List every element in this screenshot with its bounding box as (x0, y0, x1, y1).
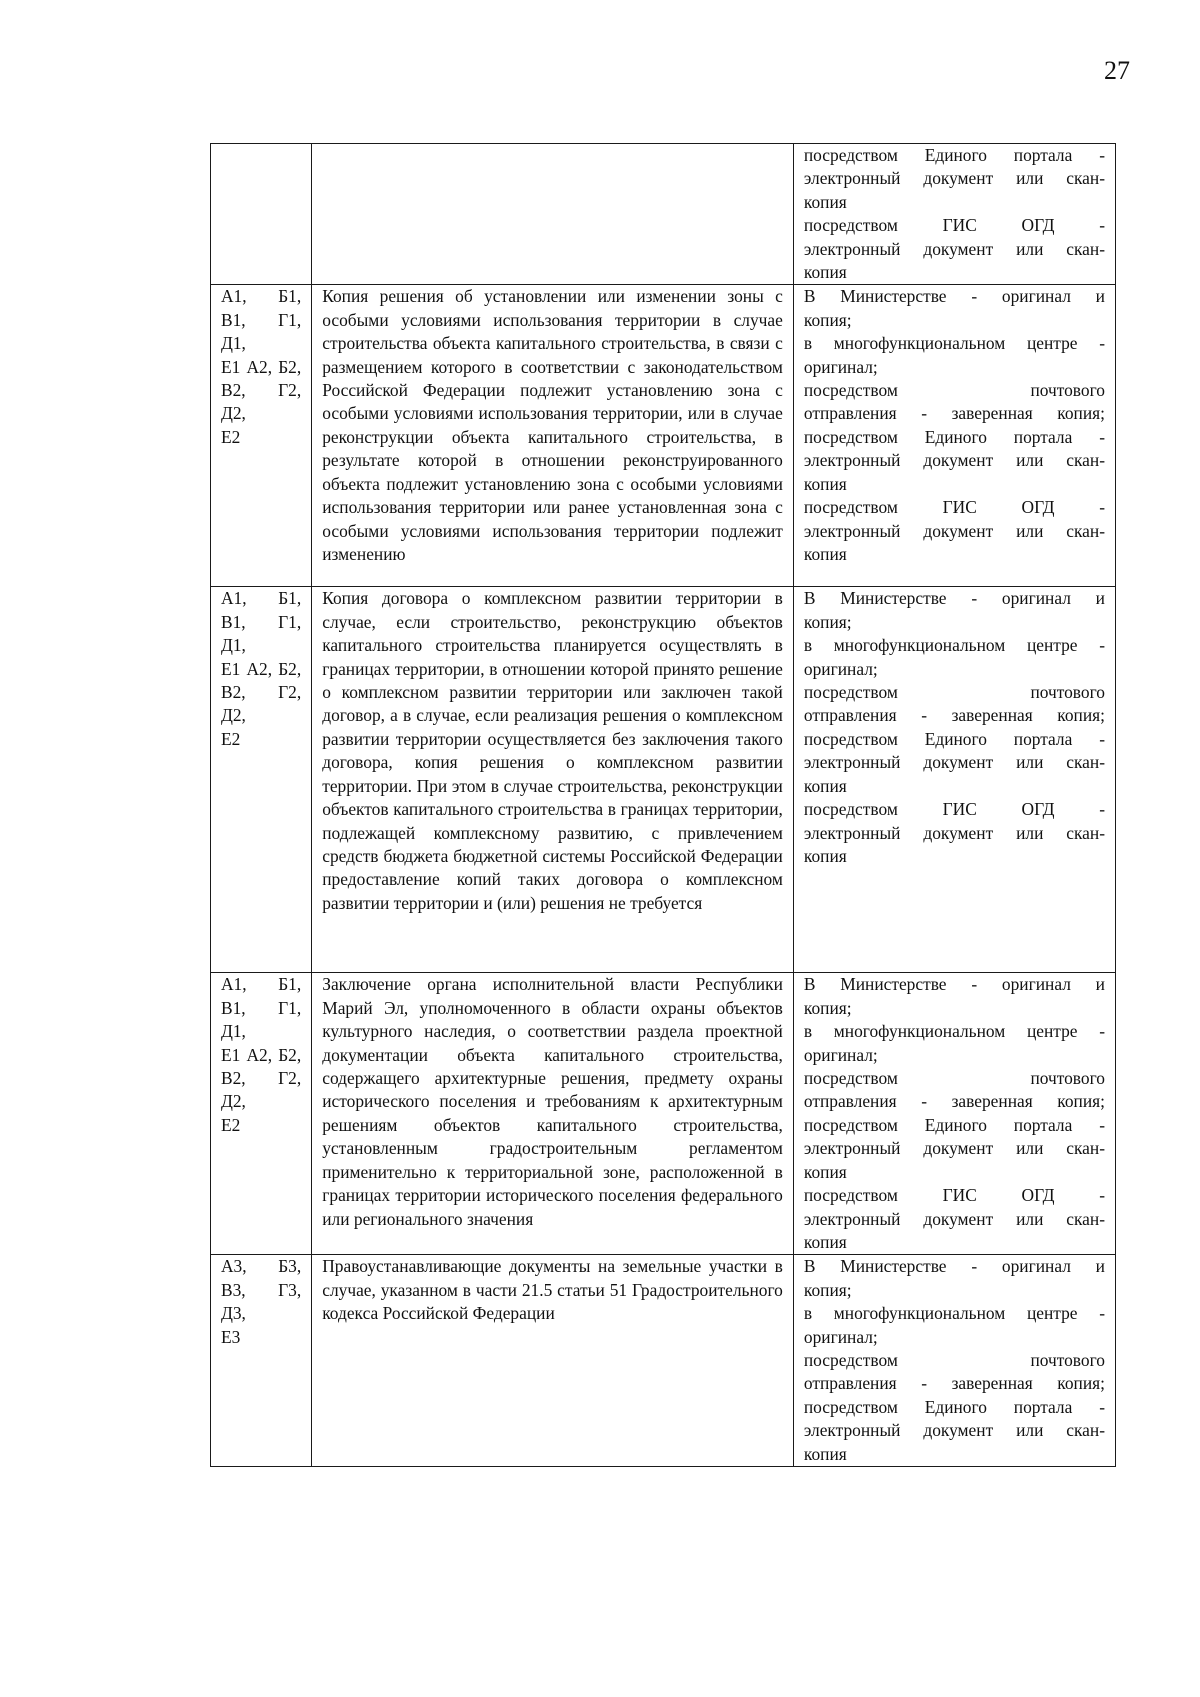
submission-method-line: посредством ГИС ОГД - (803, 799, 1105, 820)
document-description: Копия договора о комплексном развитии территории в случае, если строительство, реконструкцию объектов капитального строительства планируется осуществлять в границах территории, в отношении которой принято решение о комплексном развитии территории или заключен такой договор, а в случае, если реализация решения о комплексном развитии территории осуществляется без заключения такого договора, копия решения о комплексном развитии территории. При этом в случае строительства, реконструкции объектов капитального строительства в границах территории, подлежащей комплексному развитию, с привлечением средств бюджета бюджетной системы Российской Федерации предоставление копий таких договора о комплексном развитии территории и (или) решения не требуется (322, 588, 783, 913)
submission-method-line: электронный документ или скан- (803, 1420, 1105, 1441)
submission-method-line: посредством почтового (803, 1068, 1105, 1089)
applicant-code-line: Е2 (221, 728, 241, 749)
submission-method-line: посредством Единого портала - (803, 728, 1105, 749)
document-description-cell (312, 587, 794, 973)
table-row (211, 587, 1116, 973)
submission-method-line: посредством Единого портала - (803, 426, 1105, 447)
applicant-code-line: Е1 А2, Б2, (221, 1044, 302, 1065)
table-row (211, 973, 1116, 1255)
submission-method-line: в многофункциональном центре - (803, 635, 1105, 656)
table-row (211, 1255, 1116, 1467)
submission-method-line: копия (803, 1161, 847, 1182)
document-description-cell (312, 1255, 794, 1467)
submission-method-line: электронный документ или скан- (803, 168, 1105, 189)
submission-method-line: В Министерстве - оригинал и (803, 588, 1105, 609)
applicant-code-line: В3, Г3, Д3, (221, 1279, 302, 1324)
applicant-code-line: Е2 (221, 426, 241, 447)
submission-method-line: в многофункциональном центре - (803, 333, 1105, 354)
applicant-code-line: А1, Б1, (221, 974, 302, 995)
submission-method-line: отправления - заверенная копия; (803, 1373, 1105, 1394)
applicant-codes-cell (211, 587, 312, 973)
documents-table (210, 143, 1116, 1467)
submission-method-line: оригинал; (803, 658, 878, 679)
submission-method-line: посредством ГИС ОГД - (803, 497, 1105, 518)
submission-method-line: копия (803, 262, 847, 283)
applicant-code-line: А3, Б3, (221, 1256, 302, 1277)
submission-method-line: копия (803, 473, 847, 494)
submission-method-line: отправления - заверенная копия; (803, 1091, 1105, 1112)
applicant-code-line: В2, Г2, Д2, (221, 682, 302, 726)
submission-method-line: копия; (803, 611, 852, 632)
applicant-codes-cell (211, 285, 312, 587)
submission-method-line: отправления - заверенная копия; (803, 403, 1105, 424)
submission-method-line: посредством Единого портала - (803, 1114, 1105, 1135)
submission-method-line: В Министерстве - оригинал и (803, 286, 1105, 307)
submission-method-line: посредством почтового (803, 1349, 1105, 1370)
submission-method-line: копия; (803, 1279, 852, 1300)
submission-method-line: отправления - заверенная копия; (803, 705, 1105, 726)
submission-method-line: оригинал; (803, 356, 878, 377)
submission-method-line: электронный документ или скан- (803, 520, 1105, 541)
document-description-cell (312, 973, 794, 1255)
submission-method-line: электронный документ или скан- (803, 238, 1105, 259)
submission-methods-cell (793, 285, 1115, 587)
applicant-codes-cell (211, 144, 312, 285)
submission-method-line: посредством почтового (803, 380, 1105, 401)
submission-methods-cell (793, 144, 1115, 285)
applicant-code-line: Е3 (221, 1326, 241, 1347)
submission-methods-cell (793, 973, 1115, 1255)
document-description: Заключение органа исполнительной власти Республики Марий Эл, уполномоченного в области охраны объектов культурного наследия, о соответствии раздела проектной документации объекта капитального строительства, содержащего архитектурные решения, предмету охраны исторического поселения и требованиям к архитектурным решениям объектов капитального строительства, установленным градостроительным регламентом применительно к территориальной зоне, расположенной в границах территории исторического поселения федерального или регионального значения (322, 974, 783, 1229)
applicant-code-line: В1, Г1, Д1, (221, 997, 302, 1042)
applicant-code-line: Е1 А2, Б2, (221, 356, 302, 377)
applicant-codes-cell (211, 973, 312, 1255)
submission-method-line: копия (803, 1443, 847, 1464)
submission-method-line: копия (803, 191, 847, 212)
applicant-code-line: В1, Г1, Д1, (221, 611, 302, 656)
applicant-code-line: В1, Г1, Д1, (221, 309, 302, 354)
applicant-code-line: Е2 (221, 1114, 241, 1135)
submission-method-line: в многофункциональном центре - (803, 1303, 1105, 1324)
table-row (211, 144, 1116, 285)
applicant-code-line: В2, Г2, Д2, (221, 380, 302, 424)
submission-method-line: копия; (803, 997, 852, 1018)
submission-method-line: посредством почтового (803, 682, 1105, 703)
submission-method-line: копия; (803, 309, 852, 330)
submission-method-line: посредством ГИС ОГД - (803, 215, 1105, 236)
applicant-code-line: А1, Б1, (221, 588, 302, 609)
submission-method-line: копия (803, 1231, 847, 1252)
submission-method-line: В Министерстве - оригинал и (803, 974, 1105, 995)
document-description: Правоустанавливающие документы на земельные участки в случае, указанном в части 21.5 статьи 51 Градостроительного кодекса Российской Федерации (322, 1256, 783, 1324)
submission-method-line: В Министерстве - оригинал и (803, 1256, 1105, 1277)
document-description-cell (312, 285, 794, 587)
submission-methods-cell (793, 1255, 1115, 1467)
table-row (211, 285, 1116, 587)
submission-method-line: копия (803, 845, 847, 866)
document-description: Копия решения об установлении или изменении зоны с особыми условиями использования территории в случае строительства объекта капитального строительства, в связи с размещением которого в соответствии с законодательством Российской Федерации подлежит установлению зона с особыми условиями использования территории, или в случае реконструкции объекта капитального строительства, в результате которой в отношении реконструированного объекта подлежит установлению зона с особыми условиями использования территории или ранее установленная зона с особыми условиями использования территории подлежит изменению (322, 286, 783, 564)
submission-method-line: электронный документ или скан- (803, 1138, 1105, 1159)
submission-method-line: оригинал; (803, 1326, 878, 1347)
applicant-code-line: В2, Г2, Д2, (221, 1068, 302, 1112)
submission-method-line: посредством Единого портала - (803, 1396, 1105, 1417)
submission-method-line: электронный документ или скан- (803, 822, 1105, 843)
page-number: 27 (1104, 56, 1130, 85)
submission-method-line: копия (803, 775, 847, 796)
submission-method-line: посредством ГИС ОГД - (803, 1185, 1105, 1206)
document-description-cell (312, 144, 794, 285)
applicant-code-line: А1, Б1, (221, 286, 302, 307)
submission-method-line: оригинал; (803, 1044, 878, 1065)
applicant-code-line: Е1 А2, Б2, (221, 658, 302, 679)
submission-method-line: электронный документ или скан- (803, 752, 1105, 773)
submission-method-line: копия (803, 543, 847, 564)
submission-methods-cell (793, 587, 1115, 973)
applicant-codes-cell (211, 1255, 312, 1467)
submission-method-line: в многофункциональном центре - (803, 1021, 1105, 1042)
submission-method-line: посредством Единого портала - (803, 145, 1105, 165)
submission-method-line: электронный документ или скан- (803, 1208, 1105, 1229)
submission-method-line: электронный документ или скан- (803, 450, 1105, 471)
